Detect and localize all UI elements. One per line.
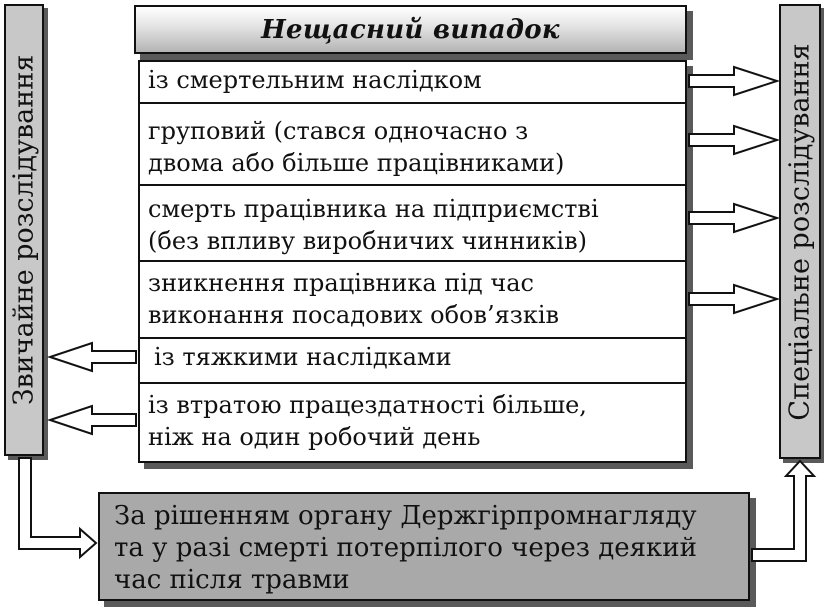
arrow-elbow-up-icon <box>752 461 814 561</box>
bottom-note-line2: та у разі смерті потерпілого через деякий <box>114 533 697 563</box>
arrow-right-icon <box>689 126 777 154</box>
case-text-line1: із втратою працездатності більше, <box>148 391 587 419</box>
accident-title: Нещасний випадок <box>261 14 560 45</box>
case-text-line2: ніж на один робочий день <box>148 423 481 451</box>
case-text-line1: смерть працівника на підприємстві <box>148 195 599 223</box>
bottom-note-line1: За рішенням органу Держгірпромнагляду <box>114 501 697 531</box>
case-text-line1: груповий (стався одночасно з <box>148 117 529 145</box>
arrow-left-icon <box>50 343 136 371</box>
arrow-left-icon <box>50 406 136 434</box>
arrow-right-icon <box>689 204 777 232</box>
bottom-note-line3: час після травми <box>114 565 350 595</box>
case-text-line2: (без впливу виробничих чинників) <box>148 227 587 255</box>
special-investigation-label: Спеціальне розслідування <box>784 42 816 421</box>
arrow-right-icon <box>689 285 777 313</box>
case-text-line1: зникнення працівника під час <box>148 269 534 297</box>
case-text-line2: виконання посадових обов’язків <box>148 301 560 329</box>
case-text: із смертельним наслідком <box>148 66 482 94</box>
case-text-line2: двома або більше працівниками) <box>148 149 565 177</box>
arrow-right-icon <box>689 67 777 95</box>
regular-investigation-label: Звичайне розслідування <box>8 54 40 406</box>
case-text: із тяжкими наслідками <box>154 343 452 371</box>
arrow-elbow-down-right-icon <box>19 458 96 557</box>
